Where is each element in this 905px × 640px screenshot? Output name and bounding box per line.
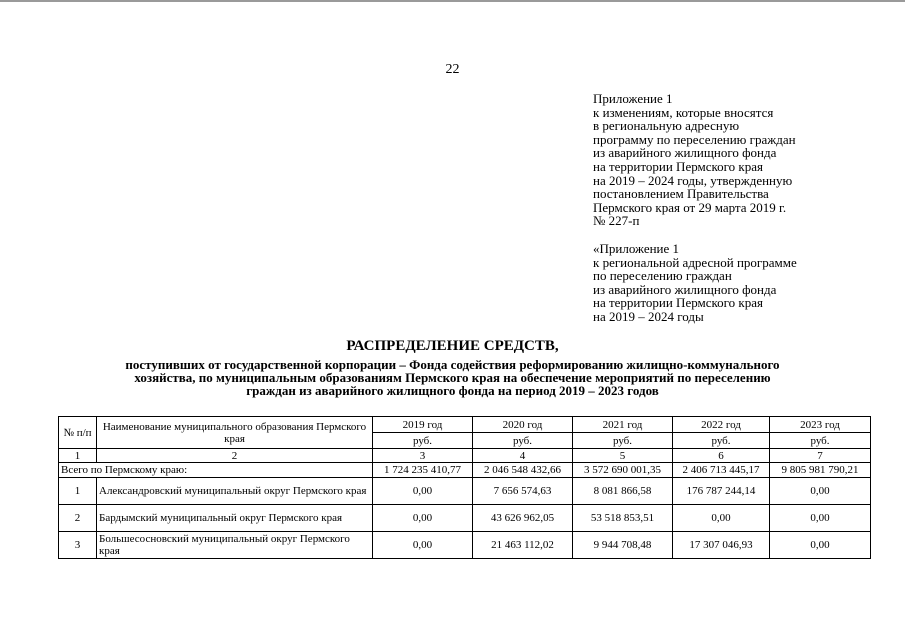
- document-title: РАСПРЕДЕЛЕНИЕ СРЕДСТВ,: [346, 338, 559, 354]
- table-header-row: [59, 417, 871, 433]
- appendix-line: на территории Пермского края: [593, 158, 763, 174]
- header-year: 2021 год: [573, 417, 673, 433]
- appendix-line: Приложение 1: [593, 91, 673, 106]
- row-name: Бардымский муниципальный округ Пермского края: [97, 505, 373, 532]
- header-year: 2020 год: [473, 417, 573, 433]
- row-value: 53 518 853,51: [573, 505, 673, 532]
- row-value: 17 307 046,93: [673, 532, 770, 559]
- total-value: 3 572 690 001,35: [573, 463, 673, 478]
- subtitle-line: хозяйства, по муниципальным образованиям Пермского края на обеспечение мероприятий по переселению: [134, 370, 771, 385]
- page-number: 22: [445, 62, 460, 77]
- row-value: 0,00: [373, 478, 473, 505]
- total-value: 2 406 713 445,17: [673, 463, 770, 478]
- row-name: Александровский муниципальный округ Пермского края: [97, 478, 373, 505]
- header-unit: руб.: [573, 433, 673, 449]
- row-value: 21 463 112,02: [473, 532, 573, 559]
- row-value: 0,00: [373, 505, 473, 532]
- total-value: 9 805 981 790,21: [770, 463, 871, 478]
- page-top-edge: [0, 0, 905, 2]
- header-unit: руб.: [373, 433, 473, 449]
- appendix-line: Пермского края от 29 марта 2019 г.: [593, 199, 787, 215]
- appendix-line: на 2019 – 2024 годы, утвержденную: [593, 172, 793, 188]
- subtitle-line: граждан из аварийного жилищного фонда на период 2019 – 2023 годов: [246, 383, 659, 398]
- header-unit: руб.: [473, 433, 573, 449]
- appendix-note-2: [593, 242, 893, 324]
- row-value: 0,00: [770, 478, 871, 505]
- column-number: 6: [673, 449, 770, 463]
- column-number: 5: [573, 449, 673, 463]
- appendix-line: к изменениям, которые вносятся: [593, 104, 774, 120]
- row-value: 0,00: [770, 505, 871, 532]
- row-value: 7 656 574,63: [473, 478, 573, 505]
- header-year: 2022 год: [673, 417, 770, 433]
- table-row: [59, 532, 871, 559]
- total-value: 1 724 235 410,77: [373, 463, 473, 478]
- row-num: 3: [59, 532, 97, 559]
- appendix-line: из аварийного жилищного фонда: [593, 145, 777, 161]
- appendix-line: из аварийного жилищного фонда: [593, 281, 777, 297]
- column-number: 2: [97, 449, 373, 463]
- table-row: [59, 478, 871, 505]
- row-value: 0,00: [770, 532, 871, 559]
- appendix-line: к региональной адресной программе: [593, 254, 797, 270]
- subtitle-line: поступивших от государственной корпорации – Фонда содействия реформированию жилищно-коммунального: [125, 357, 780, 372]
- header-year: 2019 год: [373, 417, 473, 433]
- column-number: 7: [770, 449, 871, 463]
- column-number: 3: [373, 449, 473, 463]
- table-row: [59, 505, 871, 532]
- total-value: 2 046 548 432,66: [473, 463, 573, 478]
- column-number: 1: [59, 449, 97, 463]
- row-value: 8 081 866,58: [573, 478, 673, 505]
- row-value: 0,00: [373, 532, 473, 559]
- row-value: 176 787 244,14: [673, 478, 770, 505]
- total-label: Всего по Пермскому краю:: [59, 463, 373, 478]
- document-subtitle: [40, 358, 865, 397]
- header-year: 2023 год: [770, 417, 871, 433]
- header-unit: руб.: [770, 433, 871, 449]
- row-value: 43 626 962,05: [473, 505, 573, 532]
- appendix-line: «Приложение 1: [593, 241, 680, 256]
- appendix-line: на 2019 – 2024 годы: [593, 308, 704, 324]
- distribution-table: [58, 416, 871, 559]
- appendix-line: постановлением Правительства: [593, 186, 769, 202]
- table-total-row: [59, 463, 871, 478]
- table-column-number-row: [59, 449, 871, 463]
- appendix-line: программу по переселению граждан: [593, 131, 796, 147]
- appendix-line: на территории Пермского края: [593, 295, 763, 311]
- header-name: Наименование муниципального образования Пермского края: [97, 417, 373, 449]
- appendix-note: [593, 92, 893, 228]
- header-num: № п/п: [59, 417, 97, 449]
- row-num: 1: [59, 478, 97, 505]
- row-value: 0,00: [673, 505, 770, 532]
- header-unit: руб.: [673, 433, 770, 449]
- row-name: Большесосновский муниципальный округ Пермского края: [97, 532, 373, 559]
- column-number: 4: [473, 449, 573, 463]
- row-value: 9 944 708,48: [573, 532, 673, 559]
- row-num: 2: [59, 505, 97, 532]
- appendix-line: в региональную адресную: [593, 118, 740, 134]
- appendix-line: № 227-п: [593, 213, 640, 229]
- appendix-line: по переселению граждан: [593, 268, 732, 284]
